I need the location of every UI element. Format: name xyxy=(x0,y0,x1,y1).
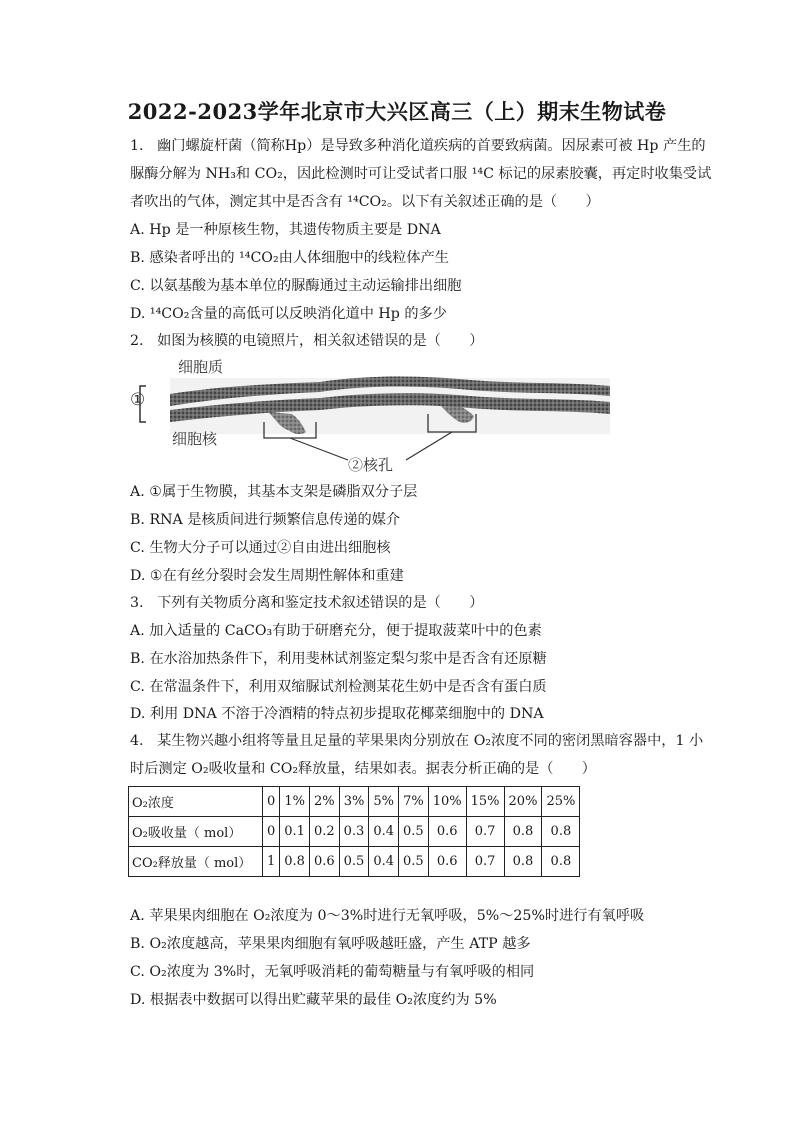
table-cell: 25% xyxy=(542,787,580,817)
table-cell: 0.4 xyxy=(369,847,399,877)
table-cell: 0.3 xyxy=(339,817,369,847)
q2-option-d: D. ①在有丝分裂时会发生周期性解体和重建 xyxy=(130,568,404,584)
table-cell: 0.5 xyxy=(399,817,429,847)
q3-option-c: C. 在常温条件下，利用双缩脲试剂检测某花生奶中是否含有蛋白质 xyxy=(130,679,547,695)
table-cell: 15% xyxy=(466,787,504,817)
q2-option-a: A. ①属于生物膜，其基本支架是磷脂双分子层 xyxy=(130,484,418,500)
table-row xyxy=(129,787,580,817)
q3-number: 3. xyxy=(130,595,144,611)
table-cell: 1 xyxy=(263,847,280,877)
q1-stem-line-3: 者吹出的气体，测定其中是否含有 ¹⁴CO₂。以下有关叙述正确的是（ ） xyxy=(130,194,600,210)
table-cell: 0.1 xyxy=(280,817,310,847)
table-cell: 20% xyxy=(504,787,542,817)
q3-option-a: A. 加入适量的 CaCO₃有助于研磨充分，便于提取菠菜叶中的色素 xyxy=(130,623,542,639)
table-cell: 0.5 xyxy=(399,847,429,877)
table-row xyxy=(129,817,580,847)
q1-number: 1. xyxy=(130,138,144,154)
pore-leader-left xyxy=(290,438,348,460)
label-nucleus: 细胞核 xyxy=(172,430,218,448)
q4-stem-line-2: 时后测定 O₂吸收量和 CO₂释放量，结果如表。据表分析正确的是（ ） xyxy=(130,761,596,777)
table-cell: 7% xyxy=(399,787,429,817)
table-cell: 10% xyxy=(428,787,466,817)
q4-option-d: D. 根据表中数据可以得出贮藏苹果的最佳 O₂浓度约为 5% xyxy=(130,992,497,1008)
pore-leader-right xyxy=(406,432,452,460)
q4-option-b: B. O₂浓度越高，苹果果肉细胞有氧呼吸越旺盛，产生 ATP 越多 xyxy=(130,936,531,952)
table-cell: 0.6 xyxy=(428,817,466,847)
q1-option-c: C. 以氨基酸为基本单位的脲酶通过主动运输排出细胞 xyxy=(130,278,462,294)
table-row xyxy=(129,847,580,877)
table-row-header: O₂浓度 xyxy=(129,787,263,817)
table-cell: 0.7 xyxy=(466,817,504,847)
table-cell: 1% xyxy=(280,787,310,817)
label-nuclear-pore: ②核孔 xyxy=(348,456,394,474)
page-title: 2022-2023学年北京市大兴区高三（上）期末生物试卷 xyxy=(127,99,667,124)
q2-number: 2. xyxy=(130,333,144,349)
q2-stem: 2. 如图为核膜的电镜照片，相关叙述错误的是（ ） xyxy=(130,333,484,349)
q4-number: 4. xyxy=(130,733,144,749)
label-cytoplasm: 细胞质 xyxy=(178,358,224,376)
q1-option-d: D. ¹⁴CO₂含量的高低可以反映消化道中 Hp 的多少 xyxy=(130,306,447,322)
table-cell: 0.8 xyxy=(542,847,580,877)
q4-option-a: A. 苹果果肉细胞在 O₂浓度为 0～3%时进行无氧呼吸，5%～25%时进行有氧呼吸 xyxy=(130,908,645,924)
q1-option-b: B. 感染者呼出的 ¹⁴CO₂由人体细胞中的线粒体产生 xyxy=(130,250,449,266)
table-cell: 0 xyxy=(263,817,280,847)
table-cell: 0.4 xyxy=(369,817,399,847)
table-cell: 5% xyxy=(369,787,399,817)
table-row-header: O₂吸收量（ mol） xyxy=(129,817,263,847)
table-cell: 2% xyxy=(309,787,339,817)
q3-option-d: D. 利用 DNA 不溶于冷酒精的特点初步提取花椰菜细胞中的 DNA xyxy=(130,706,544,722)
q1-stem-line-2: 脲酶分解为 NH₃和 CO₂，因此检测时可让受试者口服 ¹⁴C 标记的尿素胶囊，再定时收集受试 xyxy=(130,166,712,182)
q4-stem-line-1: 4. 某生物兴趣小组将等量且足量的苹果果肉分别放在 O₂浓度不同的密闭黑暗容器中，1 小 xyxy=(130,733,704,749)
table-cell: 0.8 xyxy=(542,817,580,847)
q3-option-b: B. 在水浴加热条件下，利用斐林试剂鉴定梨匀浆中是否含有还原糖 xyxy=(130,651,547,667)
table-cell: 0.6 xyxy=(309,847,339,877)
table-cell: 3% xyxy=(339,787,369,817)
table-cell: 0.5 xyxy=(339,847,369,877)
table-cell: 0.7 xyxy=(466,847,504,877)
label-membrane-marker: ① xyxy=(130,390,146,410)
table-cell: 0.8 xyxy=(504,817,542,847)
q2-option-c: C. 生物大分子可以通过②自由进出细胞核 xyxy=(130,540,391,556)
q1-stem-line-1: 1. 幽门螺旋杆菌（简称Hp）是导致多种消化道疾病的首要致病菌。因尿素可被 Hp 产生的 xyxy=(130,138,706,154)
table-cell: 0.8 xyxy=(504,847,542,877)
table-cell: 0.2 xyxy=(309,817,339,847)
table-row-header: CO₂释放量（ mol） xyxy=(129,847,263,877)
q1-option-a: A. Hp 是一种原核生物，其遗传物质主要是 DNA xyxy=(130,222,441,238)
table-cell: 0.8 xyxy=(280,847,310,877)
table-cell: 0.6 xyxy=(428,847,466,877)
oxygen-data-table xyxy=(128,786,580,877)
q4-option-c: C. O₂浓度为 3%时，无氧呼吸消耗的葡萄糖量与有氧呼吸的相同 xyxy=(130,964,535,980)
q2-option-b: B. RNA 是核质间进行频繁信息传递的媒介 xyxy=(130,512,401,528)
q3-stem: 3. 下列有关物质分离和鉴定技术叙述错误的是（ ） xyxy=(130,595,484,611)
table-cell: 0 xyxy=(263,787,280,817)
nuclear-membrane-micrograph xyxy=(130,356,610,476)
